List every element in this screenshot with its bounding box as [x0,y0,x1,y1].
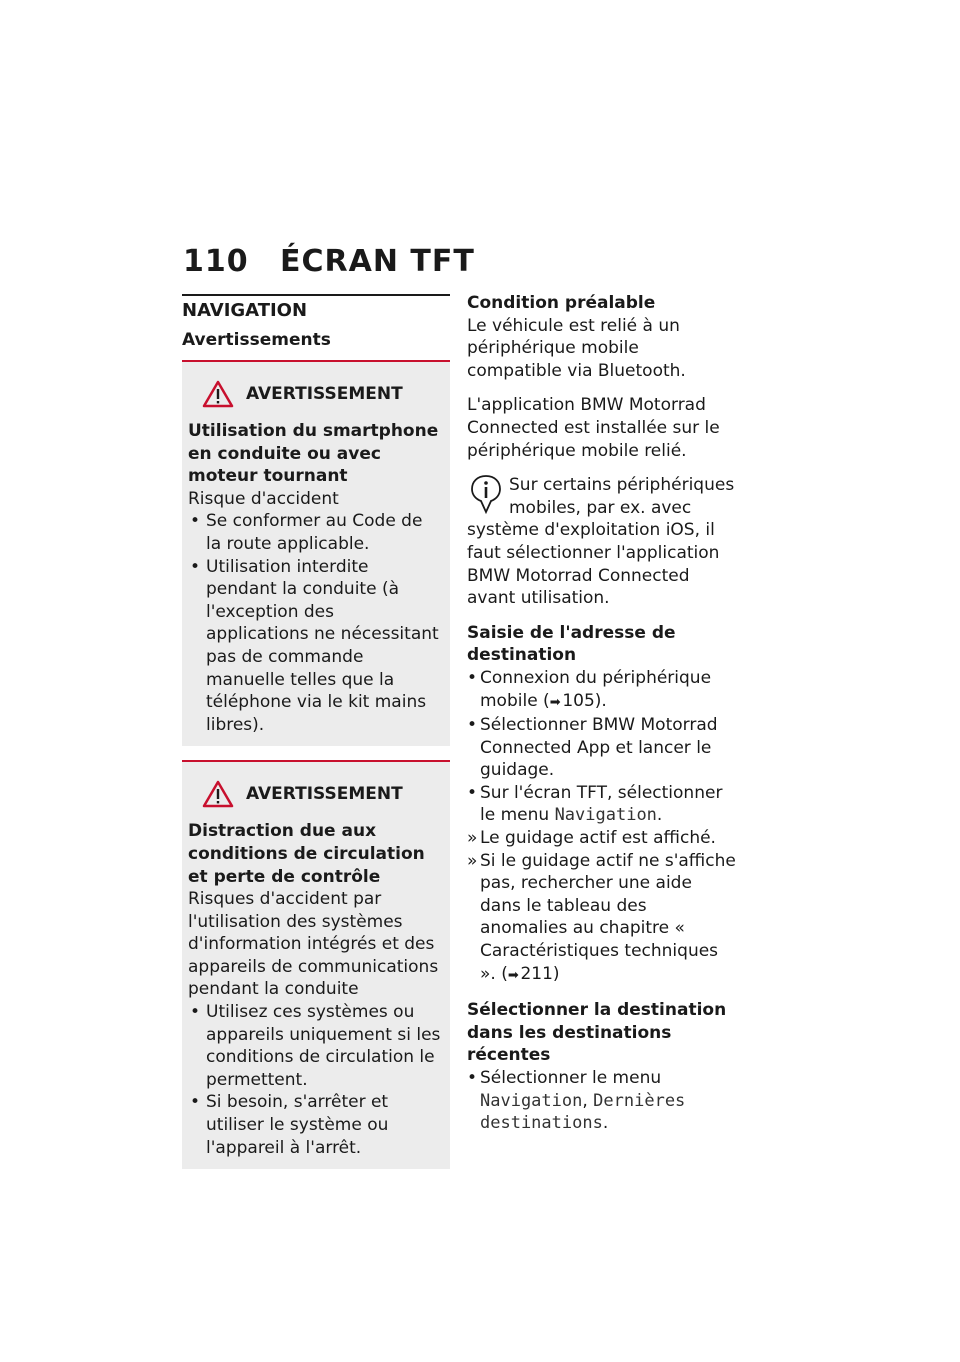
list-item [467,782,737,827]
warning-header [202,780,442,808]
page-header [183,244,475,279]
right-column [467,292,737,1147]
warning-triangle-icon [202,380,234,408]
warning-bullets [188,1001,442,1159]
left-column [182,294,450,1169]
step-text-end: ). [594,690,607,711]
result-text-end: ) [552,963,560,984]
warning-bullets [188,510,442,736]
warning-box-1 [182,360,450,746]
step-text-end: . [602,1113,609,1134]
warning-title: Distraction due aux conditions de circulation et perte de contrôle [188,821,425,887]
list-item: • Sélectionner BMW Motorrad Connected App et lancer le guidage. [467,714,737,782]
warning-triangle-icon [202,780,234,808]
step-text: Sur l'écran TFT, sélectionner le menu [480,782,723,826]
warning-label: AVERTISSEMENT [246,383,403,404]
warning-text: Risques d'accident par l'utilisation des systèmes d'information intégrés et des appareils de communications pendant la conduite [188,889,439,1000]
recent-title: Sélectionner la destination dans les destinations récentes [467,1000,727,1066]
list-item [467,667,737,714]
section-rule [182,294,450,296]
list-item: • Si besoin, s'arrêter et utiliser le système ou l'appareil à l'arrêt. [188,1091,442,1159]
list-item: • Utilisez ces systèmes ou appareils uniquement si les conditions de circulation le permettent. [188,1001,442,1091]
warning-box-2 [182,760,450,1169]
list-item: » Le guidage actif est affiché. [467,827,737,850]
menu-name: Dernières destinations [480,1090,686,1134]
prereq-paragraph-1: Le véhicule est relié à un périphérique mobile compatible via Bluetooth. [467,315,686,381]
list-item [467,850,737,988]
step-text: Connexion du périphérique mobile ( [480,667,712,711]
menu-name: Navigation [554,805,657,826]
warning-label: AVERTISSEMENT [246,784,403,805]
section-title: NAVIGATION [182,300,308,321]
prereq-title: Condition préalable [467,293,656,313]
info-note-text: Sur certains périphériques mobiles, par ex. avec système d'exploitation iOS, il faut sélectionner l'application BMW Motorrad Connected avant utilisation. [467,475,735,609]
info-note [467,474,737,610]
chapter-title: ÉCRAN TFT [280,244,475,279]
menu-name: Navigation [480,1090,583,1111]
page-number: 110 [183,244,249,279]
arrow-reference-icon: ➡ [507,967,519,983]
section-subtitle: Avertissements [182,330,331,350]
warning-title: Utilisation du smartphone en conduite ou avec moteur tournant [188,421,439,487]
info-icon [469,474,503,514]
dest-input-steps [467,667,737,827]
result-text: Si le guidage actif ne s'affiche pas, rechercher une aide dans le tableau des anomalies au chapitre « Caractéristiques techniques ». ( [480,850,736,984]
step-text: Sélectionner le menu [480,1068,662,1088]
dest-input-results [467,827,737,987]
separator: , [582,1090,594,1111]
page-reference: 211 [520,963,553,984]
arrow-reference-icon: ➡ [549,694,561,710]
list-item: • Utilisation interdite pendant la conduite (à l'exception des applications ne nécessitant pas de commande manuelle telles que la téléphone via le kit mains libres). [188,556,442,737]
list-item: • Se conformer au Code de la route applicable. [188,510,442,555]
list-item [467,1067,737,1135]
step-text-end: . [656,805,663,826]
dest-input-title: Saisie de l'adresse de destination [467,622,676,666]
page-reference: 105 [562,690,595,711]
warning-text: Risque d'accident [188,488,339,509]
recent-steps [467,1067,737,1135]
warning-header [202,380,442,408]
prereq-paragraph-2: L'application BMW Motorrad Connected est installée sur le périphérique mobile relié. [467,395,720,461]
